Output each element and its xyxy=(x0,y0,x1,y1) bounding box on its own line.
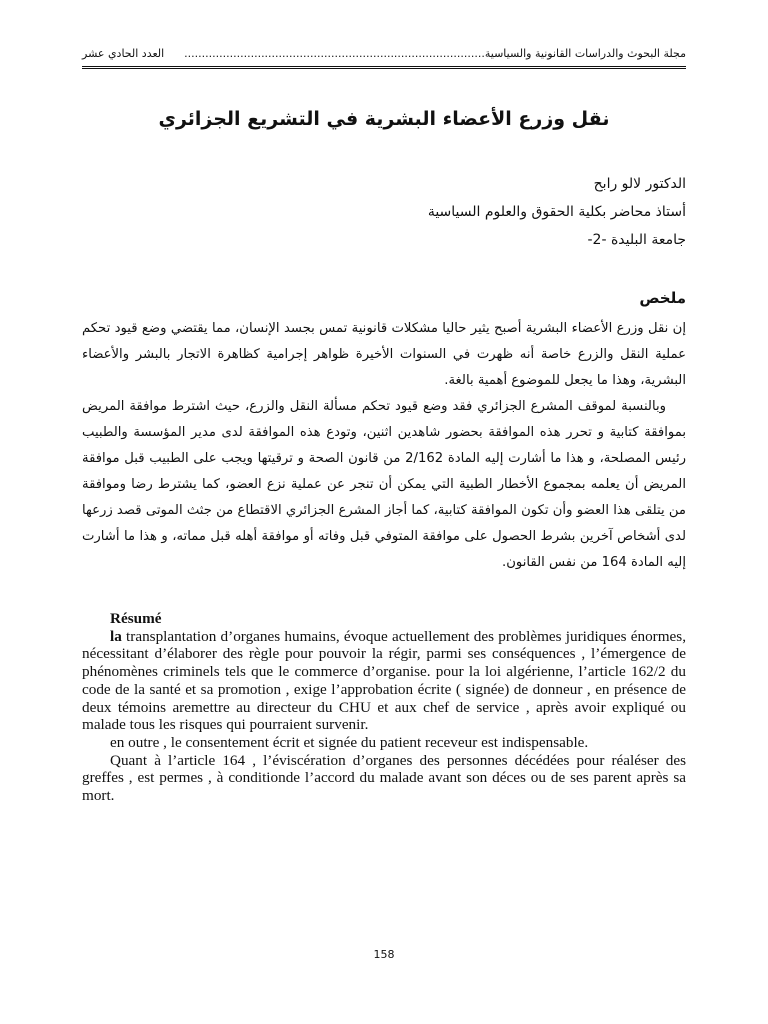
arabic-abstract-paragraph: إن نقل وزرع الأعضاء البشرية أصبح يثير حاليا مشكلات قانونية تمس بجسد الإنسان، مما يقتضي وضع قيود تحكم عملية النقل والزرع خاصة أنه ظهرت في السنوات الأخيرة ظواهر إجرامية كظاهرة الاتجار بالبشر والأعضاء البشرية، وهذا ما يجعل للموضوع أهمية بالغة. xyxy=(82,321,686,388)
paragraph-lead-word: la xyxy=(110,627,122,645)
paragraph-text: transplantation d’organes humains, évoque actuellement des problèmes juridiques énormes, nécessitant d’élaborer des règle pour pouvoir la régir, parmi ses conséquences , l’émergence de phénomènes criminels tels que le commerce d’organise. pour la loi algérienne, l’article 162/2 du code de la santé et sa promotion , exige l’approbation écrite ( signée) de donneur , en présence de deux témoins aremettre au directeur du CHU et aux chef de service , après avoir expliqué ou malade tous les risques qui pourraient survenir. xyxy=(82,627,686,734)
french-abstract xyxy=(82,610,686,805)
header-rule xyxy=(82,66,686,69)
article-title: نقل وزرع الأعضاء البشرية في التشريع الجزائري xyxy=(158,108,610,130)
author-name: الدكتور لالو رابح xyxy=(593,176,686,192)
french-abstract-paragraph: en outre , le consentement écrit et signée du patient receveur est indispensable. xyxy=(110,733,589,751)
page-number: 158 xyxy=(373,948,395,961)
arabic-abstract-heading: ملخص xyxy=(639,289,686,307)
journal-name: مجلة البحوث والدراسات القانونية والسياسية...................................................................................... xyxy=(184,47,686,60)
running-header xyxy=(82,47,686,61)
arabic-abstract-paragraph: وبالنسبة لموقف المشرع الجزائري فقد وضع قيود تحكم مسألة النقل والزرع، حيث اشترط موافقة المريض بموافقة كتابية و تحرر هذه الموافقة بحضور شاهدين اثنين، وتودع هذه الموافقة لدى مدير المؤسسة والطبيب رئيس المصلحة، و هذا ما أشارت إليه المادة 2/162 من قانون الصحة و ترقيتها ويجب على الطبيب قبل موافقة المريض أن يعلمه بمجموع الأخطار الطبية التي يمكن أن تنجر عن عملية نزع العضو، كما يشترط رضا وموافقة من يتلقى هذا العضو وأن تكون الموافقة كتابية، كما أجاز المشرع الجزائري الاقتطاع من جثث الموتى قصد زرعها لدى أشخاص آخرين بشرط الحصول على موافقة المتوفي قبل وفاته أو موافقة أهله قبل مماته، و هذا ما أشارت إليه المادة 164 من نفس القانون. xyxy=(82,399,686,570)
arabic-abstract xyxy=(82,316,686,576)
author-block xyxy=(82,170,686,254)
french-abstract-paragraph: Quant à l’article 164 , l’éviscération d’organes des personnes décédées pour réaléser des greffes , est permes , à conditionde l’accord du malade avant son déces ou de ses parent après sa mort. xyxy=(82,751,686,805)
author-university: جامعة البليدة -2- xyxy=(587,232,686,248)
author-position: أستاذ محاضر بكلية الحقوق والعلوم السياسية xyxy=(427,204,686,220)
issue-label: العدد الحادي عشر xyxy=(82,47,165,60)
french-abstract-paragraph xyxy=(82,628,686,734)
french-abstract-heading: Résumé xyxy=(110,610,162,627)
